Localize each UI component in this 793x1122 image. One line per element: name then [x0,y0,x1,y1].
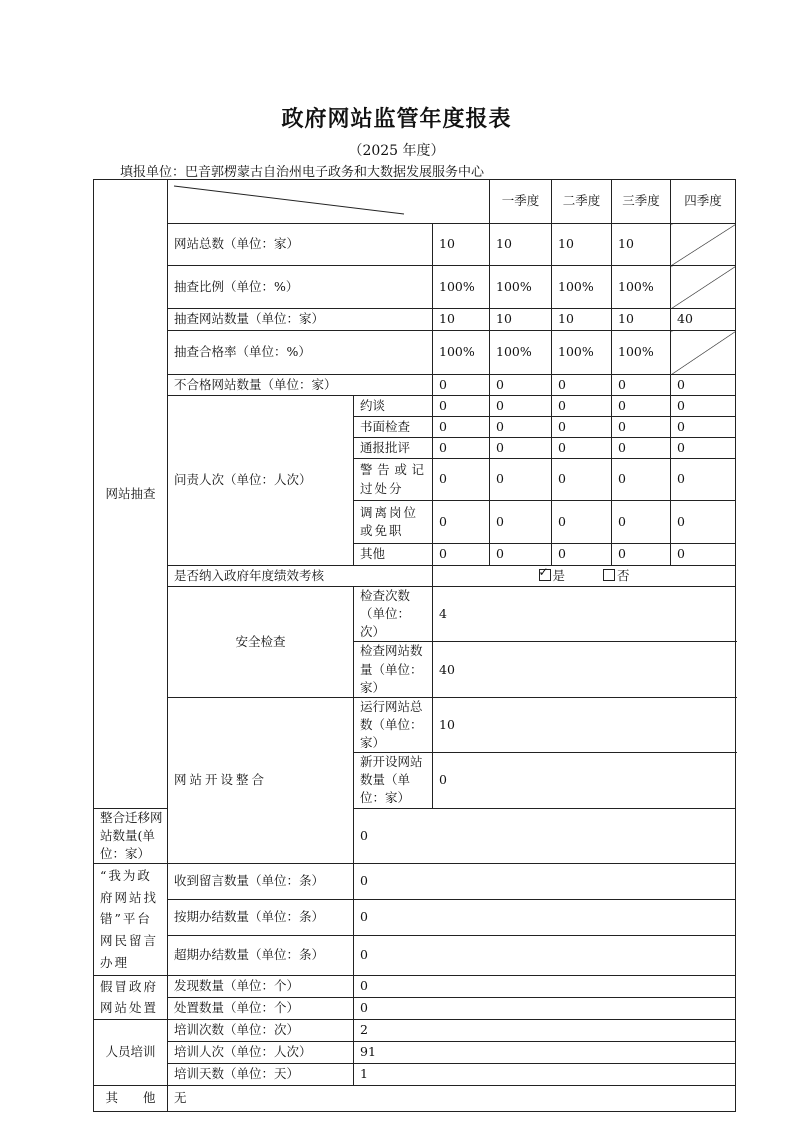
table-row [94,587,736,642]
cell-value: 100% [490,331,552,375]
row-label: 处置数量（单位：个） [168,997,354,1019]
cell-value: 100% [612,331,671,375]
sub-row-label: 调离岗位或免职 [354,501,433,544]
cell-value: 10 [490,309,552,331]
cell-value: 10 [552,224,612,266]
cell-value: 0 [612,544,671,566]
diagonal-line [168,180,433,224]
cell-value: 0 [552,501,612,544]
cell-value: 0 [354,975,736,997]
cell-value: 100% [433,266,490,309]
performance-options [433,566,736,587]
cell-value: 10 [433,697,736,752]
cell-value: 0 [671,459,736,501]
table-row [94,997,736,1019]
table-row [94,309,736,331]
cell-value: 0 [552,459,612,501]
cell-value: 0 [490,459,552,501]
cell-value: 40 [433,642,736,697]
row-label: 抽查比例（单位：%） [168,266,433,309]
column-header: 四季度 [671,180,736,224]
cell-value: 0 [552,417,612,438]
cell-value: 0 [354,899,736,935]
table-row [94,975,736,997]
table-row [94,331,736,375]
cell-value: 10 [612,309,671,331]
cell-value: 100% [612,266,671,309]
cell-value: 0 [490,417,552,438]
diagonal-cell [671,224,736,266]
table-row [94,1085,736,1111]
table-row [94,566,736,587]
table-header-row [94,180,736,224]
cell-value: 40 [671,309,736,331]
cell-value: 2 [354,1019,736,1041]
row-label: 新开设网站数量（单位：家） [354,753,433,808]
cell-value: 0 [552,544,612,566]
cell-value: 100% [490,266,552,309]
row-label: 收到留言数量（单位：条） [168,863,354,899]
cell-value: 0 [671,375,736,396]
cell-value: 10 [490,224,552,266]
cell-value: 100% [552,266,612,309]
row-label: 抽查合格率（单位：%） [168,331,433,375]
diagonal-cell [671,266,736,309]
checkbox-yes[interactable] [538,565,551,581]
cell-value: 0 [612,375,671,396]
cell-value: 0 [433,396,490,417]
cell-value: 10 [433,309,490,331]
report-table [93,179,736,1112]
checkbox-no[interactable] [603,569,615,581]
row-label: 问责人次（单位：人次） [168,396,354,566]
row-label: 是否纳入政府年度绩效考核 [168,566,433,587]
cell-value: 0 [490,544,552,566]
cell-value: 10 [612,224,671,266]
cell-value: 10 [433,224,490,266]
option-yes-label: 是 [552,567,566,583]
row-label: 运行网站总数（单位：家） [354,697,433,752]
reporting-unit: 填报单位：巴音郭楞蒙古自治州电子政务和大数据发展服务中心 [120,165,485,180]
cell-value: 0 [671,396,736,417]
page-title: 政府网站监管年度报表 [281,106,512,132]
section-messages: “我为政府网站找错”平台网民留言办理 [94,863,168,975]
cell-value: 0 [433,544,490,566]
section-training: 人员培训 [94,1019,168,1085]
cell-value: 无 [168,1085,736,1111]
table-row [94,1019,736,1041]
option-no-label: 否 [616,567,630,583]
cell-value: 0 [671,544,736,566]
section-security: 安全检查 [168,587,354,698]
cell-value: 0 [354,997,736,1019]
cell-value: 0 [552,396,612,417]
cell-value: 0 [490,375,552,396]
cell-value: 0 [490,501,552,544]
cell-value: 0 [490,396,552,417]
sub-row-label: 通报批评 [354,438,433,459]
table-row [94,266,736,309]
row-label: 抽查网站数量（单位：家） [168,309,433,331]
cell-value: 100% [433,331,490,375]
row-label: 检查次数（单位：次） [354,587,433,642]
table-row [94,899,736,935]
cell-value: 0 [433,375,490,396]
cell-value: 0 [612,417,671,438]
row-label: 不合格网站数量（单位：家） [168,375,433,396]
cell-value: 91 [354,1041,736,1063]
table-row [94,935,736,975]
cell-value: 1 [354,1063,736,1085]
table-row [94,697,736,752]
row-label: 发现数量（单位：个） [168,975,354,997]
cell-value: 0 [552,375,612,396]
cell-value: 10 [552,309,612,331]
cell-value: 0 [354,863,736,899]
table-row [94,224,736,266]
cell-value: 100% [552,331,612,375]
cell-value: 0 [433,753,736,808]
cell-value: 0 [612,438,671,459]
table-row [94,396,736,417]
cell-value: 0 [433,417,490,438]
cell-value: 0 [671,417,736,438]
cell-value: 0 [490,438,552,459]
section-inspection: 网站抽查 [94,180,168,809]
table-row [94,863,736,899]
cell-value: 0 [612,459,671,501]
row-label: 按期办结数量（单位：条） [168,899,354,935]
section-other: 其 他 [94,1085,168,1111]
cell-value: 0 [354,808,736,863]
cell-value: 0 [433,501,490,544]
table-row [94,375,736,396]
cell-value: 0 [433,438,490,459]
column-header: 一季度 [490,180,552,224]
row-label: 检查网站数量（单位：家） [354,642,433,697]
row-label: 超期办结数量（单位：条） [168,935,354,975]
sub-row-label: 警告或记过处分 [354,459,433,501]
row-label: 整合迁移网站数量(单位：家） [94,808,168,863]
table-row [94,1063,736,1085]
row-label: 培训人次（单位：人次） [168,1041,354,1063]
section-consolidation: 网站开设整合 [168,697,354,863]
check-icon: ✓ [538,565,549,579]
sub-row-label: 约谈 [354,396,433,417]
section-counterfeit: 假冒政府网站处置 [94,975,168,1019]
cell-value: 0 [612,501,671,544]
cell-value: 0 [671,438,736,459]
cell-value: 4 [433,587,736,642]
table-row [94,1041,736,1063]
header-diagonal-cell [168,180,490,224]
sub-row-label: 书面检查 [354,417,433,438]
cell-value: 0 [433,459,490,501]
column-header: 二季度 [552,180,612,224]
row-label: 培训次数（单位：次） [168,1019,354,1041]
diagonal-cell [671,331,736,375]
cell-value: 0 [671,501,736,544]
row-label: 网站总数（单位：家） [168,224,433,266]
cell-value: 0 [552,438,612,459]
sub-row-label: 其他 [354,544,433,566]
report-year: （2025 年度） [348,143,445,159]
cell-value: 0 [612,396,671,417]
column-header: 三季度 [612,180,671,224]
row-label: 培训天数（单位：天） [168,1063,354,1085]
cell-value: 0 [354,935,736,975]
